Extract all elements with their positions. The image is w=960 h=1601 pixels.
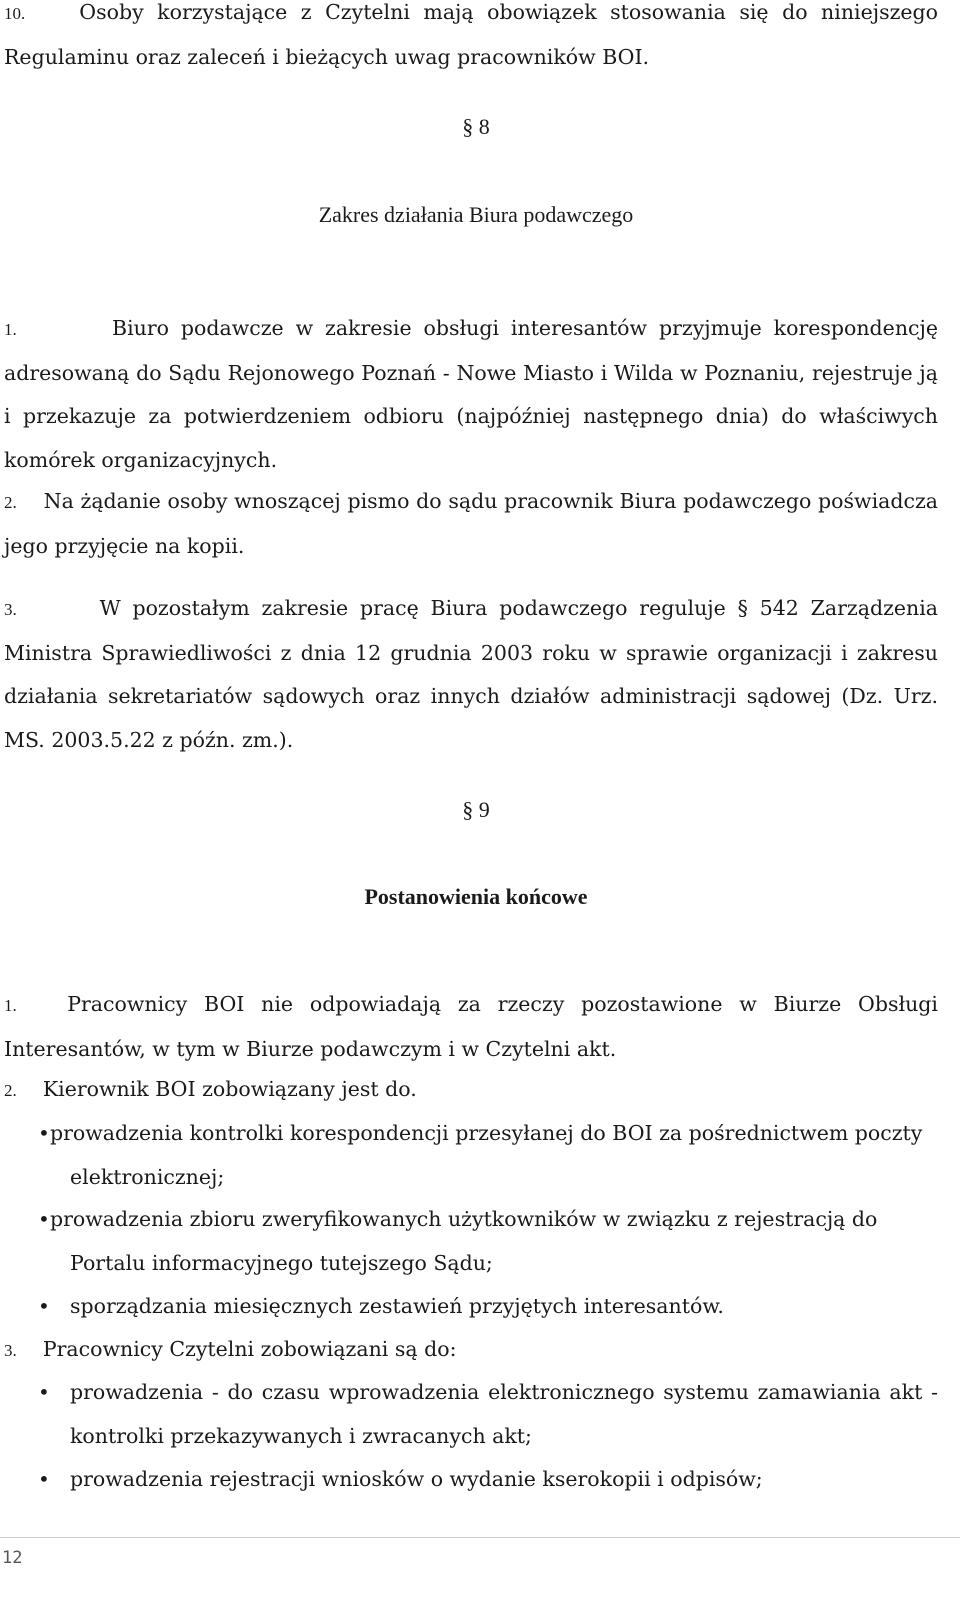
page-divider (0, 1537, 960, 1538)
bullet-text-rest: Portalu informacyjnego tutejszego Sądu; (70, 1250, 493, 1275)
section-9-symbol: § 9 (462, 797, 490, 822)
item-text: Pracownicy Czytelni zobowiązani są do: (42, 1337, 457, 1361)
page-number: 12 (2, 1548, 23, 1568)
bullet-icon: • (38, 1207, 50, 1231)
section-9-title: Postanowienia końcowe (364, 884, 588, 909)
bullet-text-first: prowadzenia zbioru zweryfikowanych użytkowników w związku z rejestracją do (50, 1207, 878, 1231)
item-number: 1. (4, 996, 17, 1015)
section-8-item-3 (4, 587, 938, 762)
section-9-item-2 (4, 1068, 938, 1113)
list-item (4, 1458, 938, 1502)
item-text: Pracownicy BOI nie odpowiadają za rzeczy pozostawione w Biurze Obsługi Interesantów, w tym w Biurze podawczym i w Czytelni akt. (4, 992, 938, 1061)
bullet-text-rest: elektronicznej; (70, 1164, 225, 1189)
item-number: 2. (4, 493, 17, 512)
section-8-item-2 (4, 480, 938, 568)
item-number: 2. (4, 1081, 17, 1100)
item-text: Kierownik BOI zobowiązany jest do. (42, 1077, 417, 1101)
bullet-text: prowadzenia rejestracji wniosków o wydanie kserokopii i odpisów; (70, 1467, 763, 1491)
bullet-text-first: prowadzenia kontrolki korespondencji przesyłanej do BOI za pośrednictwem poczty (50, 1121, 923, 1145)
section-9-item-3 (4, 1328, 938, 1373)
paragraph-number: 10. (4, 4, 26, 23)
item-number: 3. (4, 600, 17, 619)
bullet-icon: • (38, 1121, 50, 1145)
document-page (4, 0, 938, 1601)
section-8-symbol: § 8 (462, 114, 490, 139)
section-9-item-1 (4, 983, 938, 1071)
list-item (4, 1371, 938, 1458)
bullet-text: prowadzenia - do czasu wprowadzenia elektronicznego systemu zamawiania akt - kontrolki przekazywanych i zwracanych akt; (70, 1380, 938, 1448)
list-item (4, 1198, 938, 1285)
item-text: Na żądanie osoby wnoszącej pismo do sądu pracownik Biura podawczego poświadcza jego przyjęcie na kopii. (4, 489, 938, 558)
bullet-text: sporządzania miesięcznych zestawień przyjętych interesantów. (70, 1294, 724, 1318)
bullet-icon: • (38, 1467, 50, 1491)
bullet-icon: • (38, 1294, 50, 1318)
list-item (4, 1285, 938, 1329)
item-text: W pozostałym zakresie pracę Biura podawczego reguluje § 542 Zarządzenia Ministra Sprawiedliwości z dnia 12 grudnia 2003 roku w sprawie organizacji i zakresu działania sekretariatów sądowych oraz innych działów administracji sądowej (Dz. Urz. MS. 2003.5.22 z późn. zm.). (4, 596, 938, 752)
item-text: Biuro podawcze w zakresie obsługi interesantów przyjmuje korespondencję adresowaną do Sądu Rejonowego Poznań - Nowe Miasto i Wilda w Poznaniu, rejestruje ją i przekazuje za potwierdzeniem odbioru (najpóźniej następnego dnia) do właściwych komórek organizacyjnych. (4, 316, 938, 472)
list-item (4, 1112, 938, 1199)
section-8-item-1 (4, 307, 938, 482)
section-8-title: Zakres działania Biura podawczego (318, 202, 634, 227)
bullet-icon: • (38, 1380, 50, 1404)
item-number: 1. (4, 320, 17, 339)
item-number: 3. (4, 1341, 17, 1360)
paragraph-10 (4, 0, 938, 79)
paragraph-text: Osoby korzystające z Czytelni mają obowiązek stosowania się do niniejszego Regulaminu oraz zaleceń i bieżących uwag pracowników BOI. (4, 0, 938, 69)
